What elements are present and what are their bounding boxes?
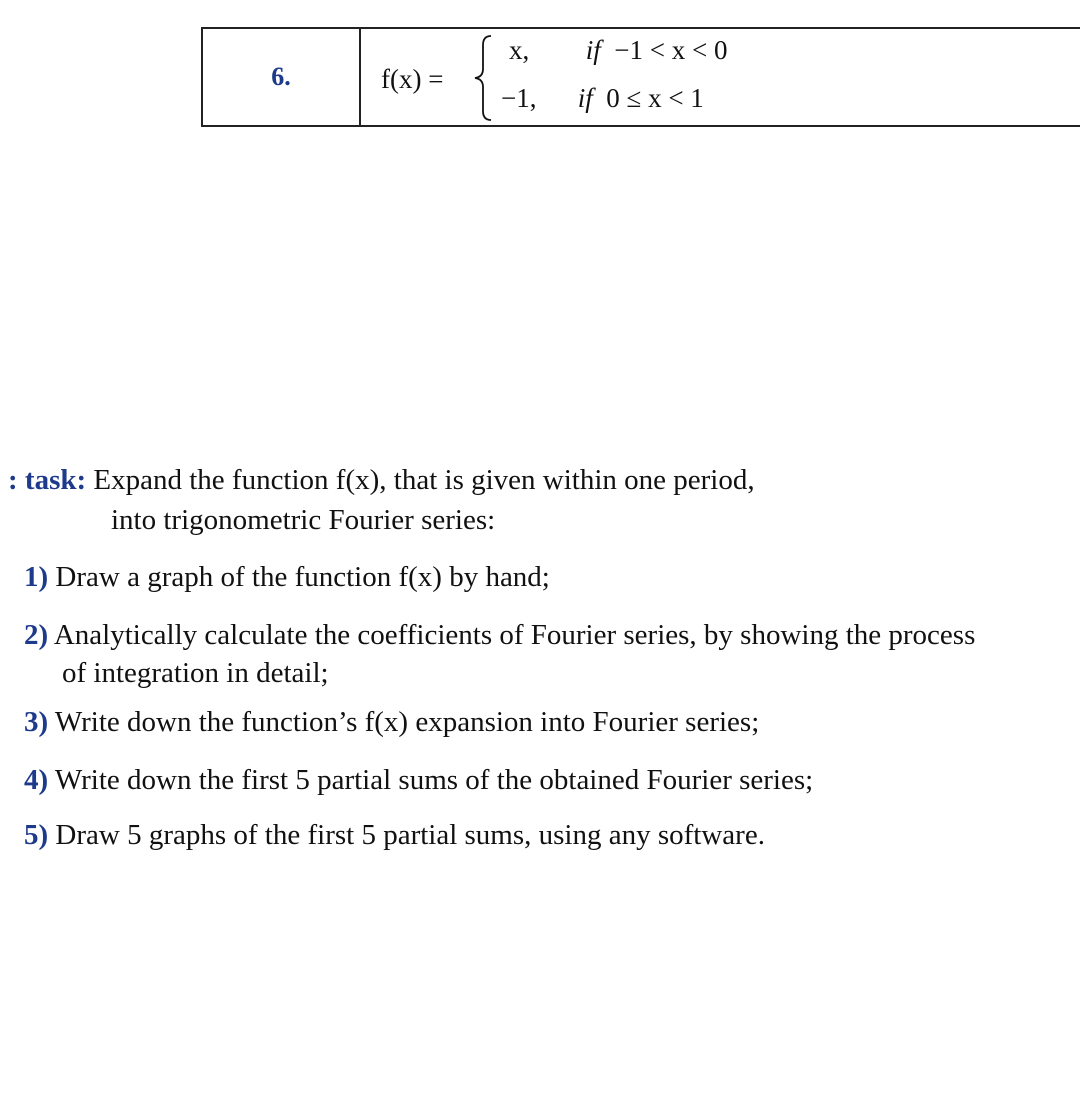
problem-number: 6.	[271, 62, 291, 91]
list-item	[24, 616, 975, 692]
case-2-condition: 0 ≤ x < 1	[606, 83, 704, 113]
item-text: Draw a graph of the function f(x) by hand;	[55, 561, 550, 593]
list-item	[24, 703, 759, 741]
problem-table	[201, 27, 1080, 127]
task-line-1: Expand the function f(x), that is given within one period,	[93, 464, 755, 496]
case-1-value: x,	[509, 35, 530, 65]
item-text: Write down the first 5 partial sums of the obtained Fourier series;	[54, 764, 814, 796]
function-definition-cell	[361, 29, 1080, 125]
item-number: 1)	[24, 561, 49, 593]
item-text: Analytically calculate the coefficients of Fourier series, by showing the process	[53, 619, 976, 651]
item-number: 2)	[24, 619, 49, 651]
task-line-2: into trigonometric Fourier series:	[111, 504, 496, 536]
case-row-1	[509, 35, 727, 66]
item-text: Draw 5 graphs of the first 5 partial sums, using any software.	[55, 819, 765, 851]
item-number: 4)	[24, 764, 49, 796]
case-1-condition: −1 < x < 0	[614, 35, 728, 65]
list-item	[24, 816, 765, 854]
item-text: Write down the function’s f(x) expansion into Fourier series;	[54, 706, 760, 738]
item-number: 3)	[24, 706, 49, 738]
item-text-continued: of integration in detail;	[62, 657, 329, 689]
case-1-if: if	[585, 35, 601, 65]
list-item	[24, 761, 813, 799]
task-statement	[8, 460, 755, 540]
task-label: : task:	[8, 464, 87, 496]
list-item	[24, 558, 550, 596]
case-row-2	[501, 83, 704, 114]
problem-number-cell	[203, 29, 361, 125]
left-brace-icon	[471, 33, 495, 123]
case-2-value: −1,	[501, 83, 537, 113]
case-2-if: if	[577, 83, 593, 113]
item-number: 5)	[24, 819, 49, 851]
function-label: f(x) =	[381, 64, 444, 94]
